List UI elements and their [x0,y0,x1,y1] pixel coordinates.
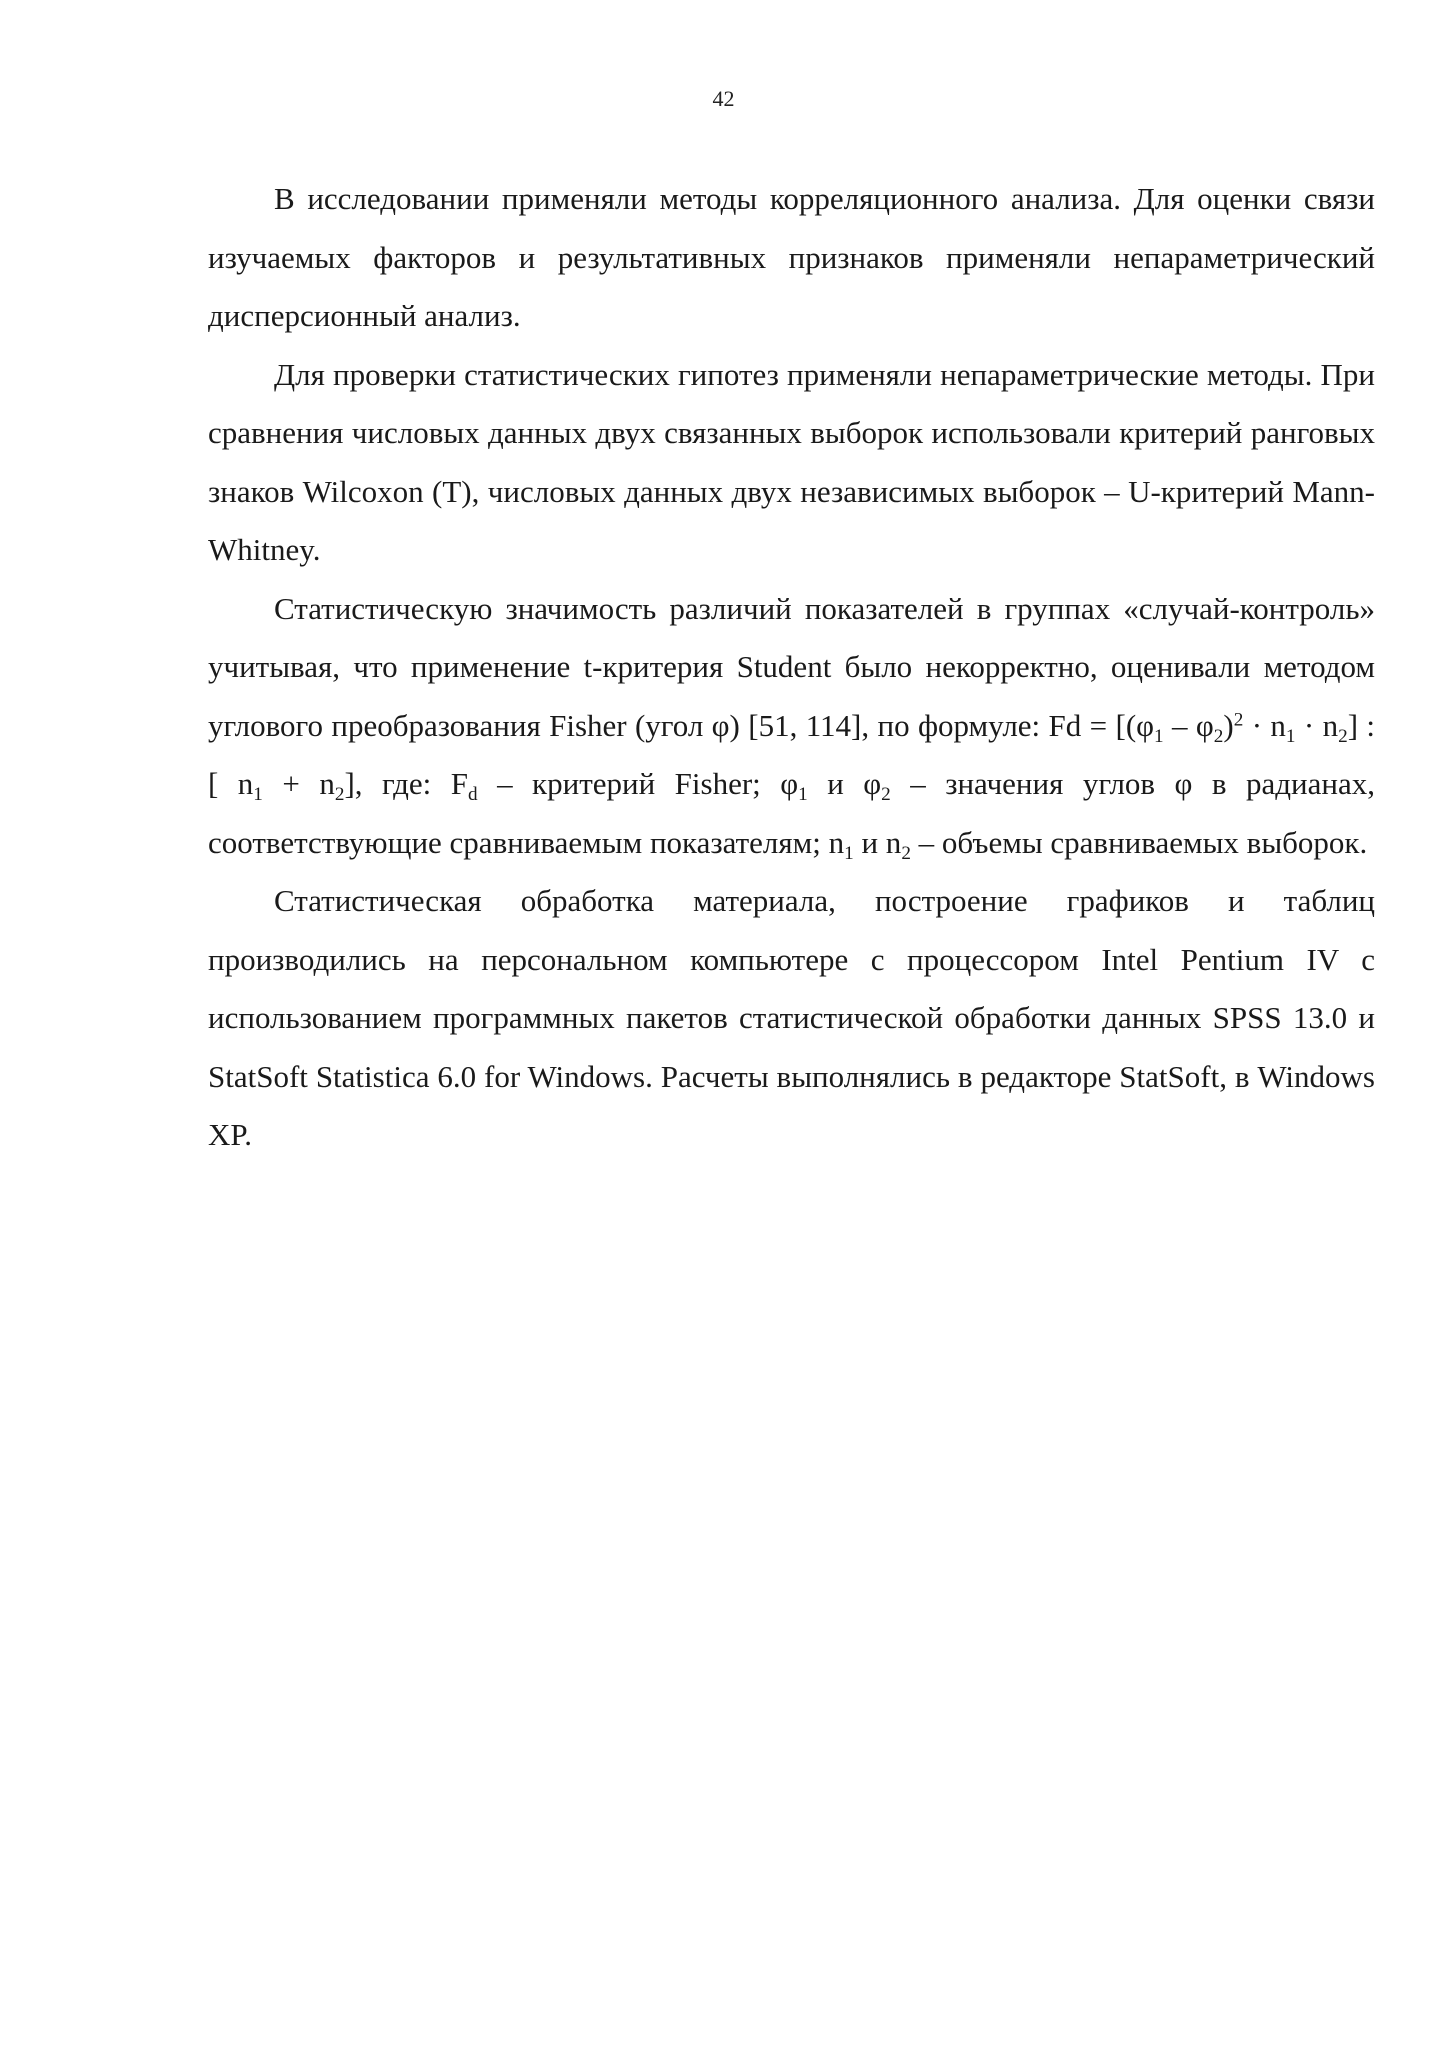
body-text [208,170,1375,1165]
subscript: 2 [901,842,911,864]
paragraph-1: В исследовании применяли методы корреляционного анализа. Для оценки связи изучаемых факторов и результативных признаков применяли непараметрический дисперсионный анализ. [208,181,1375,333]
subscript: 2 [334,783,345,805]
page-number: 42 [712,86,735,111]
subscript: 1 [1285,725,1296,747]
subscript: 1 [253,783,263,805]
subscript: 2 [1338,725,1348,747]
subscript: 2 [881,783,891,805]
paragraph-2: Для проверки статистических гипотез применяли непараметрические методы. При сравнения числовых данных двух связанных выборок использовали критерий ранговых знаков Wilcoxon (T), числовых данных двух независимых выборок – U-критерий Mann-Whitney. [208,356,1375,567]
subscript: 1 [798,783,808,805]
subscript: 1 [1154,725,1164,747]
paragraph-3: Статистическую значимость различий показателей в группах «случай-контроль» учитывая, что применение t-критерия Student было некорректно, оценивали методом углового преобразования Fisher (угол φ) [51, 114], по формуле: $Fd = [(\varphi_1 - \varphi_2)^2 \cdot n_1 \cdot n_2]$ : [ $n_1 + n_2$], где: $F_d$ – критерий Fisher; $\varphi_1$ и $\varphi_2$ – значения углов φ в радианах, соответствующие сравниваемым показателям; $n_1$ и $n_2$ – объемы сравниваемых выборок. [208,590,1376,864]
superscript: 2 [1233,708,1244,730]
paragraph-4: Статистическая обработка материала, построение графиков и таблиц производились на персональном компьютере с процессором Intel Pentium IV с использованием программных пакетов статистической обработки данных SPSS 13.0 и StatSoft Statistica 6.0 for Windows. Расчеты выполнялись в редакторе StatSoft, в Windows XP. [208,883,1375,1152]
subscript: 2 [1213,725,1224,747]
subscript: d [468,783,478,805]
subscript: 1 [844,842,854,864]
